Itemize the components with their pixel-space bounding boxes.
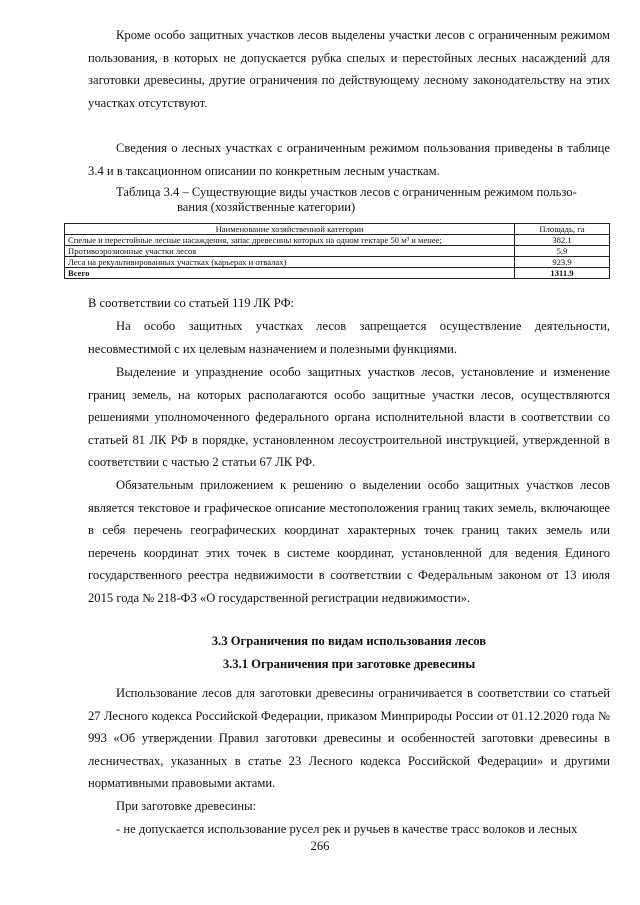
table-row	[65, 257, 610, 268]
table-caption-line: Таблица 3.4 – Существующие виды участков лесов с ограниченным режимом пользо-	[116, 185, 577, 199]
category-area: 923.9	[515, 257, 610, 268]
paragraph: - не допускается использование русел рек и ручьев в качестве трасс волоков и лесных	[116, 822, 578, 836]
paragraph: В соответствии со статьей 119 ЛК РФ:	[88, 296, 295, 310]
category-name: Леса на рекультивированных участках (карьерах и отвалах)	[65, 257, 515, 268]
paragraph: Обязательным приложением к решению о выделении особо защитных участков лесов является текстовое и графическое описание местоположения границ таких земель, включающее в себя перечень географических координат характерных точек границ таких земель или перечень координат этих точек в системе координат, установленной для ведения Единого государственного реестра недвижимости в соответствии с Федеральным законом от 13 июля 2015 года № 218-ФЗ «О государственной регистрации недвижимости».	[88, 478, 610, 605]
column-header-name: Наименование хозяйственной категории	[65, 224, 515, 235]
paragraph: Выделение и упразднение особо защитных участков лесов, установление и изменение границ земель, на которых располагаются особо защитные участки лесов, осуществляются решениями уполномоченного федерального органа исполнительной власти в соответствии со статьей 81 ЛК РФ в порядке, установленном лесоустроительной инструкцией, утвержденной в соответствии с частью 2 статьи 67 ЛК РФ.	[88, 365, 610, 469]
column-header-area: Площадь, га	[515, 224, 610, 235]
table-total-row	[65, 268, 610, 279]
section-heading: 3.3 Ограничения по видам использования лесов	[211, 634, 487, 648]
subsection-heading: 3.3.1 Ограничения при заготовке древесины	[222, 657, 476, 671]
category-area: 382.1	[515, 235, 610, 246]
table-row	[65, 246, 610, 257]
total-value: 1311.9	[515, 268, 610, 279]
category-name: Спелые и перестойные лесные насаждения, запас древесины которых на одном гектаре 50 м³ и менее;	[65, 235, 515, 246]
table-header-row	[65, 224, 610, 235]
page-number: 266	[310, 839, 330, 853]
table-caption-line: вания (хозяйственные категории)	[177, 200, 356, 214]
paragraph: Сведения о лесных участках с ограниченным режимом пользования приведены в таблице 3.4 и в таксационном описании по конкретным лесным участкам.	[88, 141, 610, 178]
table-caption	[88, 185, 610, 215]
category-area: 5.9	[515, 246, 610, 257]
paragraph: Использование лесов для заготовки древесины ограничивается в соответствии со статьей 27 Лесного кодекса Российской Федерации, приказом Минприроды России от 01.12.2020 года № 993 «Об утверждении Правил заготовки древесины и особенностей заготовки древесины в лесничествах, указанных в статье 23 Лесного кодекса Российской Федерации» и другими нормативными правовыми актами.	[88, 686, 610, 790]
total-label: Всего	[65, 268, 515, 279]
paragraph: На особо защитных участках лесов запрещается осуществление деятельности, несовместимой с их целевым назначением и полезными функциями.	[88, 319, 610, 356]
category-name: Противоэрозионные участки лесов	[65, 246, 515, 257]
categories-table	[64, 223, 610, 279]
paragraph: Кроме особо защитных участков лесов выделены участки лесов с ограниченным режимом пользования, в которых не допускается рубка спелых и перестойных лесных насаждений для заготовки древесины, другие ограничения по действующему лесному законодательству на этих участках отсутствуют.	[88, 28, 610, 110]
table-row	[65, 235, 610, 246]
paragraph: При заготовке древесины:	[116, 799, 257, 813]
